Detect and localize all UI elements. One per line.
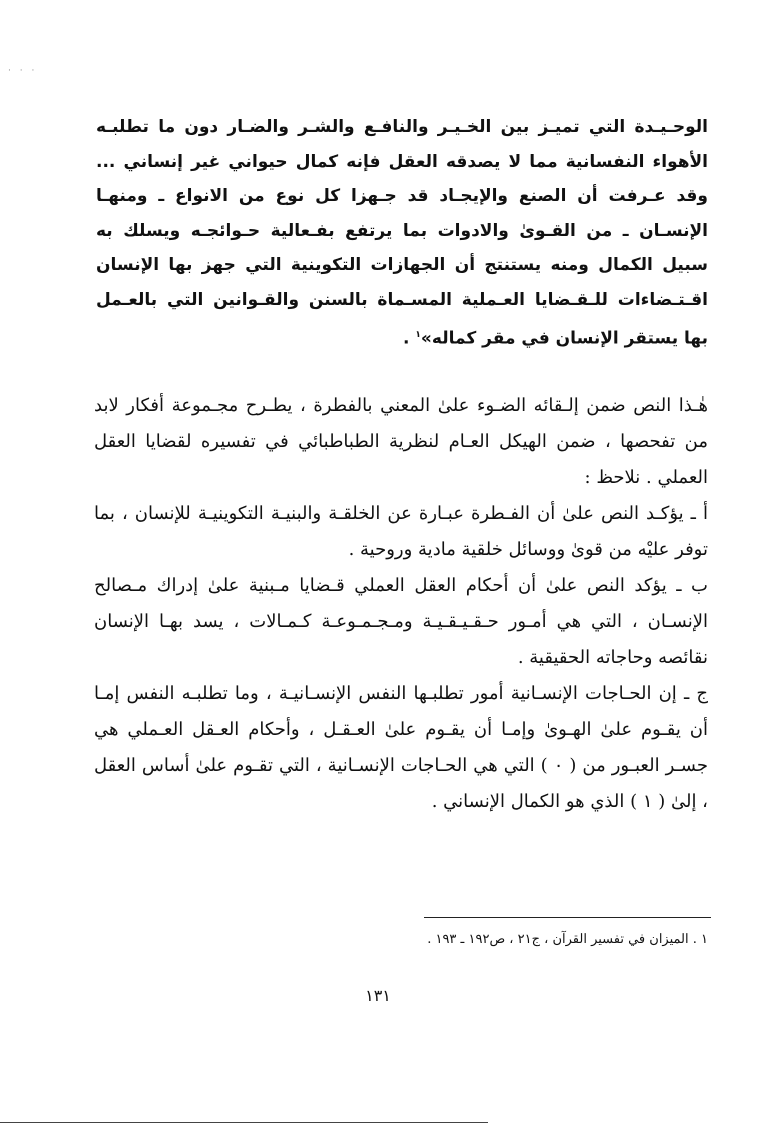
footnote-reference-marker[interactable]: ١ [415, 329, 421, 340]
page-number: ١٣١ [365, 986, 391, 1005]
quoted-passage [96, 110, 708, 356]
bottom-edge-line [0, 1122, 488, 1123]
quoted-passage-text: الوحـيـدة التي تميـز بين الخـيـر والنافـع والشـر والضـار دون ما تطلبـه الأهواء النفسانية مما لا يصدقه العقل فإنه كمال حيواني غير إنساني ... وقد عـرفت أن الصنع والإيجـاد قد جـهزا كل نوع من الانواع ـ ومنهـا الإنسـان ـ من القـوىٰ والادوات بما يرتفع بفـعالية حـوائجـه ويسلك به سبيل الكمال ومنه يستنتج أن الجهازات التكوينية التي جهز بها الإنسان اقـتـضاءات للـقـضايا العـملية المسـماة بالسنن والقـوانين التي بالعـمل بها يستقر الإنسان في مقر كماله» [96, 117, 708, 349]
footnote-divider [424, 917, 711, 918]
footnote: ١ . الميزان في تفسير القرآن ، ج٢١ ، ص١٩٢ ـ ١٩٣ . [427, 932, 708, 947]
paragraph-point-b: ب ـ يؤكد النص علىٰ أن أحكام العقل العملي قـضايا مـبنية علىٰ إدراك مـصالح الإنسـان ، التي هي أمـور حـقـيـقـيـة ومـجـمـوعـة كـمـالات ، يسد بهـا الإنسان نقائصه وحاجاته الحقيقية . [94, 575, 708, 668]
body-text [94, 388, 708, 820]
paragraph-point-a: أ ـ يؤكـد النص علىٰ أن الفـطرة عبـارة عن الخلقـة والبنيـة التكوينيـة للإنسان ، بما توفر عليْه من قوىٰ ووسائل خلقية مادية وروحية . [94, 503, 708, 560]
paragraph-point-c: ج ـ إن الحـاجات الإنسـانية أمور تطلبـها النفس الإنسـانيـة ، وما تطلبـه النفس إمـا أن يقـوم علىٰ الهـوىٰ وإمـا أن يقـوم علىٰ العـقـل ، وأحكام العـقل العـملي هي جسـر العبـور من ( ٠ ) التي هي الحـاجات الإنسـانية ، التي تقـوم علىٰ أساس العقل ، إلىٰ ( ١ ) الذي هو الكمال الإنساني . [94, 683, 708, 812]
quoted-passage-end: . [403, 328, 416, 349]
stray-mark: · · · [8, 66, 38, 76]
paragraph-intro: هٰـذا النص ضمن إلـقائه الضـوء علىٰ المعني بالفطرة ، يطـرح مجـموعة أفكار لابد من تفحصها ، ضمن الهيكل العـام لنظرية الطباطبائي في تفسيره لقضايا العقل العملي . نلاحظ : [94, 395, 708, 488]
